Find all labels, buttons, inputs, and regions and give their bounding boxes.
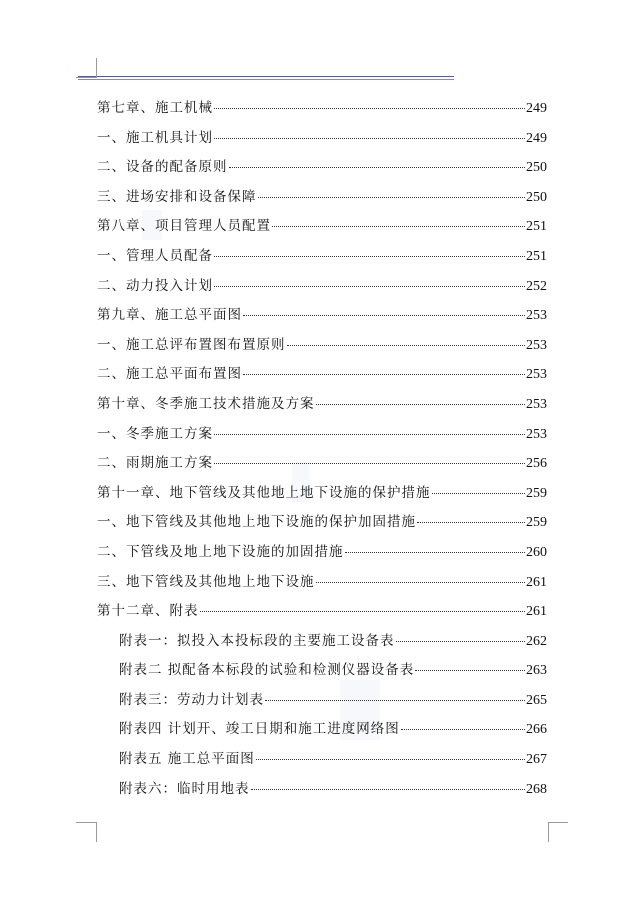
toc-dot-leader (229, 167, 526, 168)
toc-entry-page: 260 (526, 544, 547, 560)
toc-entry-title: 第七章、施工机械 (97, 100, 213, 116)
toc-entry[interactable] (97, 155, 547, 185)
crop-mark-bottom-right (548, 822, 549, 842)
toc-entry-title: 一、冬季施工方案 (97, 425, 213, 442)
toc-entry-title: 一、管理人员配备 (97, 247, 213, 264)
header-rule-line (78, 76, 454, 77)
toc-dot-leader (214, 286, 525, 287)
toc-entry[interactable] (97, 392, 547, 422)
toc-entry-title: 附表一：拟投入本投标段的主要施工设备表 (119, 632, 395, 649)
toc-entry-title: 三、进场安排和设备保障 (97, 188, 257, 205)
toc-entry-page: 262 (526, 633, 547, 649)
toc-entry-title: 附表四 计划开、竣工日期和施工进度网络图 (119, 721, 400, 738)
toc-dot-leader (214, 256, 525, 257)
toc-entry[interactable] (97, 362, 547, 392)
toc-entry[interactable] (97, 510, 547, 540)
toc-dot-leader (214, 463, 525, 464)
toc-entry[interactable] (97, 747, 547, 777)
toc-dot-leader (243, 315, 525, 316)
toc-dot-leader (415, 670, 525, 671)
toc-dot-leader (316, 582, 526, 583)
toc-entry-title: 附表二 拟配备本标段的试验和检测仪器设备表 (119, 662, 415, 679)
toc-entry-page: 256 (526, 456, 547, 472)
toc-entry-page: 253 (526, 396, 547, 412)
toc-entry[interactable] (97, 274, 547, 304)
toc-entry[interactable] (97, 629, 547, 659)
toc-entry-page: 261 (526, 574, 547, 590)
toc-dot-leader (214, 138, 525, 139)
toc-entry[interactable] (97, 185, 547, 215)
header-rule-line (78, 79, 454, 80)
toc-entry-title: 第十一章、地下管线及其他地上地下设施的保护措施 (97, 484, 431, 501)
toc-entry-title: 二、设备的配备原则 (97, 159, 228, 176)
toc-dot-leader (345, 552, 526, 553)
toc-entry[interactable] (97, 599, 547, 629)
toc-entry-page: 266 (526, 722, 547, 738)
toc-entry[interactable] (97, 244, 547, 274)
toc-entry-page: 259 (526, 485, 547, 501)
toc-dot-leader (287, 345, 526, 346)
toc-entry-page: 253 (526, 337, 547, 353)
toc-entry-title: 附表五 施工总平面图 (119, 751, 255, 768)
toc-entry-title: 三、地下管线及其他地上地下设施 (97, 573, 315, 590)
toc-entry-page: 252 (526, 278, 547, 294)
header-rule (78, 76, 454, 80)
toc-dot-leader (401, 729, 525, 730)
toc-entry-page: 253 (526, 308, 547, 324)
crop-mark-bottom-right (548, 822, 568, 823)
toc-entry-page: 259 (526, 515, 547, 531)
toc-entry[interactable] (97, 303, 547, 333)
toc-entry-title: 一、地下管线及其他地上地下设施的保护加固措施 (97, 514, 416, 531)
toc-dot-leader (243, 374, 525, 375)
toc-entry[interactable] (97, 422, 547, 452)
toc-entry-page: 249 (526, 130, 547, 146)
toc-dot-leader (251, 789, 526, 790)
toc-entry-page: 251 (526, 219, 547, 235)
toc-entry[interactable] (97, 688, 547, 718)
toc-entry[interactable] (97, 96, 547, 126)
toc-entry-title: 附表六：临时用地表 (119, 780, 250, 797)
toc-entry-title: 第十章、冬季施工技术措施及方案 (97, 395, 315, 412)
crop-mark-top-left (96, 58, 97, 78)
toc-dot-leader (417, 522, 525, 523)
toc-dot-leader (265, 700, 525, 701)
toc-entry[interactable] (97, 540, 547, 570)
toc-entry-title: 一、施工总评布置图布置原则 (97, 336, 286, 353)
toc-entry-page: 253 (526, 426, 547, 442)
toc-entry-title: 二、施工总平面布置图 (97, 366, 242, 383)
toc-entry[interactable] (97, 126, 547, 156)
toc-entry-page: 268 (526, 781, 547, 797)
toc-entry-page: 263 (526, 663, 547, 679)
toc-entry-page: 253 (526, 367, 547, 383)
table-of-contents (97, 96, 547, 806)
toc-entry-title: 二、动力投入计划 (97, 277, 213, 294)
toc-entry-page: 261 (526, 604, 547, 620)
toc-entry-title: 二、雨期施工方案 (97, 455, 213, 472)
toc-dot-leader (258, 197, 526, 198)
toc-entry[interactable] (97, 214, 547, 244)
toc-entry[interactable] (97, 777, 547, 807)
toc-entry-title: 第十二章、附表 (97, 603, 199, 620)
toc-entry-page: 250 (526, 189, 547, 205)
toc-dot-leader (200, 611, 526, 612)
toc-entry[interactable] (97, 570, 547, 600)
toc-entry-page: 265 (526, 692, 547, 708)
toc-entry[interactable] (97, 658, 547, 688)
toc-dot-leader (214, 108, 525, 109)
toc-entry[interactable] (97, 451, 547, 481)
toc-dot-leader (316, 404, 526, 405)
toc-dot-leader (432, 493, 526, 494)
crop-mark-top-left (76, 77, 96, 78)
toc-dot-leader (214, 434, 525, 435)
toc-dot-leader (256, 759, 525, 760)
toc-entry[interactable] (97, 717, 547, 747)
toc-entry[interactable] (97, 333, 547, 363)
toc-entry-title: 附表三：劳动力计划表 (119, 691, 264, 708)
toc-entry-title: 一、施工机具计划 (97, 129, 213, 146)
crop-mark-bottom-left (76, 822, 96, 823)
toc-dot-leader (396, 641, 526, 642)
toc-entry-page: 251 (526, 248, 547, 264)
toc-entry-title: 二、下管线及地上地下设施的加固措施 (97, 543, 344, 560)
toc-entry-page: 250 (526, 160, 547, 176)
toc-entry-title: 第八章、项目管理人员配置 (97, 218, 271, 235)
toc-entry[interactable] (97, 481, 547, 511)
toc-entry-title: 第九章、施工总平面图 (97, 307, 242, 324)
toc-dot-leader (272, 226, 525, 227)
crop-mark-bottom-left (96, 822, 97, 842)
toc-entry-page: 249 (526, 101, 547, 116)
toc-entry-page: 267 (526, 752, 547, 768)
